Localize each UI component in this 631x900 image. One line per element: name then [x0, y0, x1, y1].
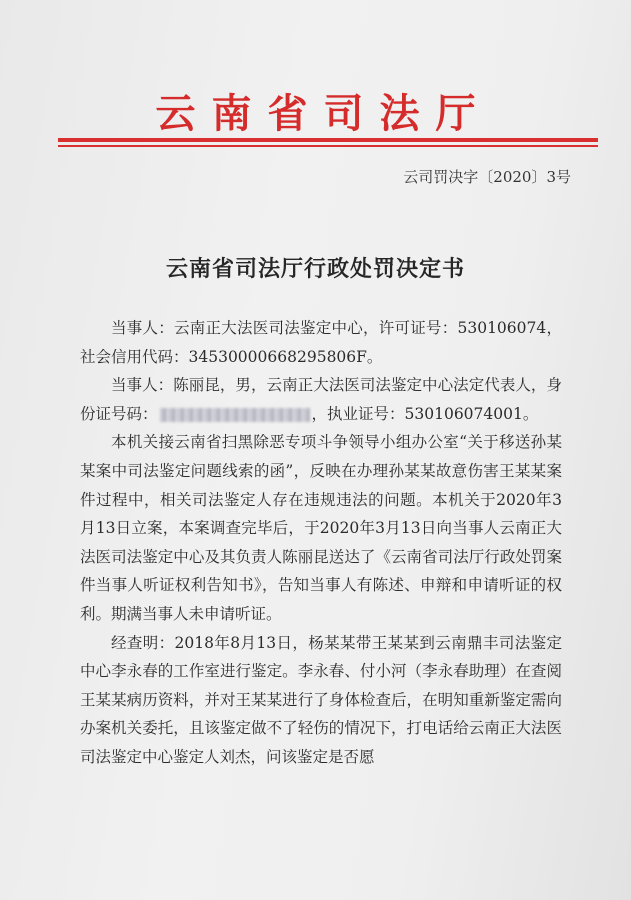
party-two-paragraph — [80, 371, 562, 428]
document-number: 云司罚决字〔2020〕3号 — [403, 168, 571, 186]
facts-paragraph: 经查明：2018年8月13日，杨某某带王某某到云南鼎丰司法鉴定中心李永春的工作室进行鉴定。李永春、付小河（李永春助理）在查阅王某某病历资料，并对王某某进行了身体检查后，在明知重新鉴定需向办案机关委托，且该鉴定做不了轻伤的情况下，打电话给云南正大法医司法鉴定中心鉴定人刘杰，问该鉴定是否愿 — [80, 633, 562, 766]
redacted-id-number — [160, 408, 310, 422]
case-paragraph: 本机关接云南省扫黑除恶专项斗争领导小组办公室“关于移送孙某某案中司法鉴定问题线索的函”，反映在办理孙某某故意伤害王某某案件过程中，相关司法鉴定人存在违规违法的问题。本机关于2020年3月13日立案，本案调查完毕后，于2020年3月13日向当事人云南正大法医司法鉴定中心及其负责人陈丽昆送达了《云南省司法厅行政处罚案件当事人听证权利告知书》，告知当事人有陈述、申辩和申请听证的权利。期满当事人未申请听证。 — [80, 433, 562, 623]
org-header-title: 云南省司法厅 — [155, 90, 492, 137]
document-body — [80, 314, 562, 772]
document-title: 云南省司法厅行政处罚决定书 — [165, 256, 465, 282]
party-two-text-before-id: 当事人：陈丽昆，男，云南正大法医司法鉴定中心法定代表人，身份证号码： — [80, 376, 562, 423]
red-divider-thin — [58, 145, 598, 147]
party-two-text-after-id: ，执业证号：530106074001。 — [311, 404, 539, 423]
red-divider-thick — [58, 138, 598, 142]
party-one-paragraph: 当事人：云南正大法医司法鉴定中心，许可证号：530106074，社会信用代码：34530000668295806F。 — [80, 319, 562, 366]
